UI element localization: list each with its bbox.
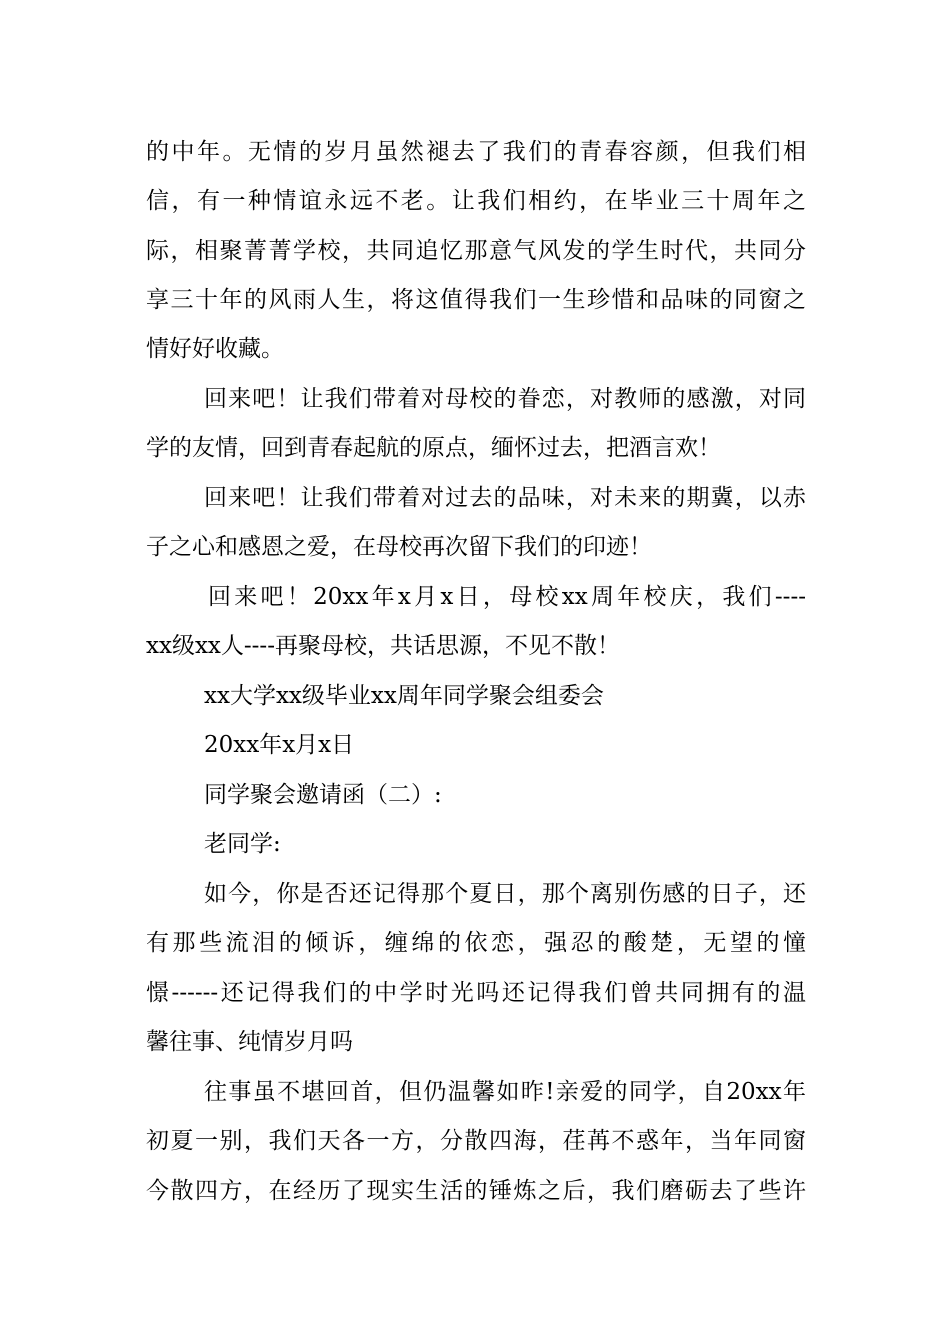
signature-date: 20xx年x月x日 (204, 732, 355, 758)
text-line: 今散四方，在经历了现实生活的锤炼之后，我们磨砺去了些许 (146, 1178, 806, 1204)
text-line: 子之心和感恩之爱，在母校再次留下我们的印迹！ (146, 534, 652, 560)
text-line: 情好好收藏。 (146, 336, 284, 362)
text-line: 回来吧！20xx年x月x日，母校xx周年校庆，我们---- (208, 584, 806, 610)
text-line: 学的友情，回到青春起航的原点，缅怀过去，把酒言欢！ (146, 435, 721, 461)
text-line: 馨往事、纯情岁月吗 (146, 1029, 353, 1055)
text-line: 享三十年的风雨人生，将这值得我们一生珍惜和品味的同窗之 (146, 287, 806, 313)
section-title: 同学聚会邀请函（二）: (204, 782, 442, 808)
text-line: 如今，你是否还记得那个夏日，那个离别伤感的日子，还 (204, 881, 806, 907)
signature-organizer: xx大学xx级毕业xx周年同学聚会组委会 (204, 683, 604, 709)
text-line: 往事虽不堪回首，但仍温馨如昨!亲爱的同学，自20xx年 (204, 1079, 806, 1105)
text-line: 初夏一别，我们天各一方，分散四海，荏苒不惑年，当年同窗 (146, 1128, 806, 1154)
text-line: 的中年。无情的岁月虽然褪去了我们的青春容颜，但我们相 (146, 139, 806, 165)
text-line: 际，相聚菁菁学校，共同追忆那意气风发的学生时代，共同分 (146, 238, 806, 264)
text-line: 信，有一种情谊永远不老。让我们相约，在毕业三十周年之 (146, 188, 806, 214)
text-line: 回来吧！让我们带着对母校的眷恋，对教师的感激，对同 (204, 386, 806, 412)
text-line: 回来吧！让我们带着对过去的品味，对未来的期冀，以赤 (204, 485, 806, 511)
text-line: 憬------还记得我们的中学时光吗还记得我们曾共同拥有的温 (146, 980, 806, 1006)
salutation: 老同学: (204, 831, 281, 857)
text-line: 有那些流泪的倾诉，缠绵的依恋，强忍的酸楚，无望的憧 (146, 930, 806, 956)
text-line: xx级xx人----再聚母校，共话思源，不见不散！ (146, 633, 620, 659)
